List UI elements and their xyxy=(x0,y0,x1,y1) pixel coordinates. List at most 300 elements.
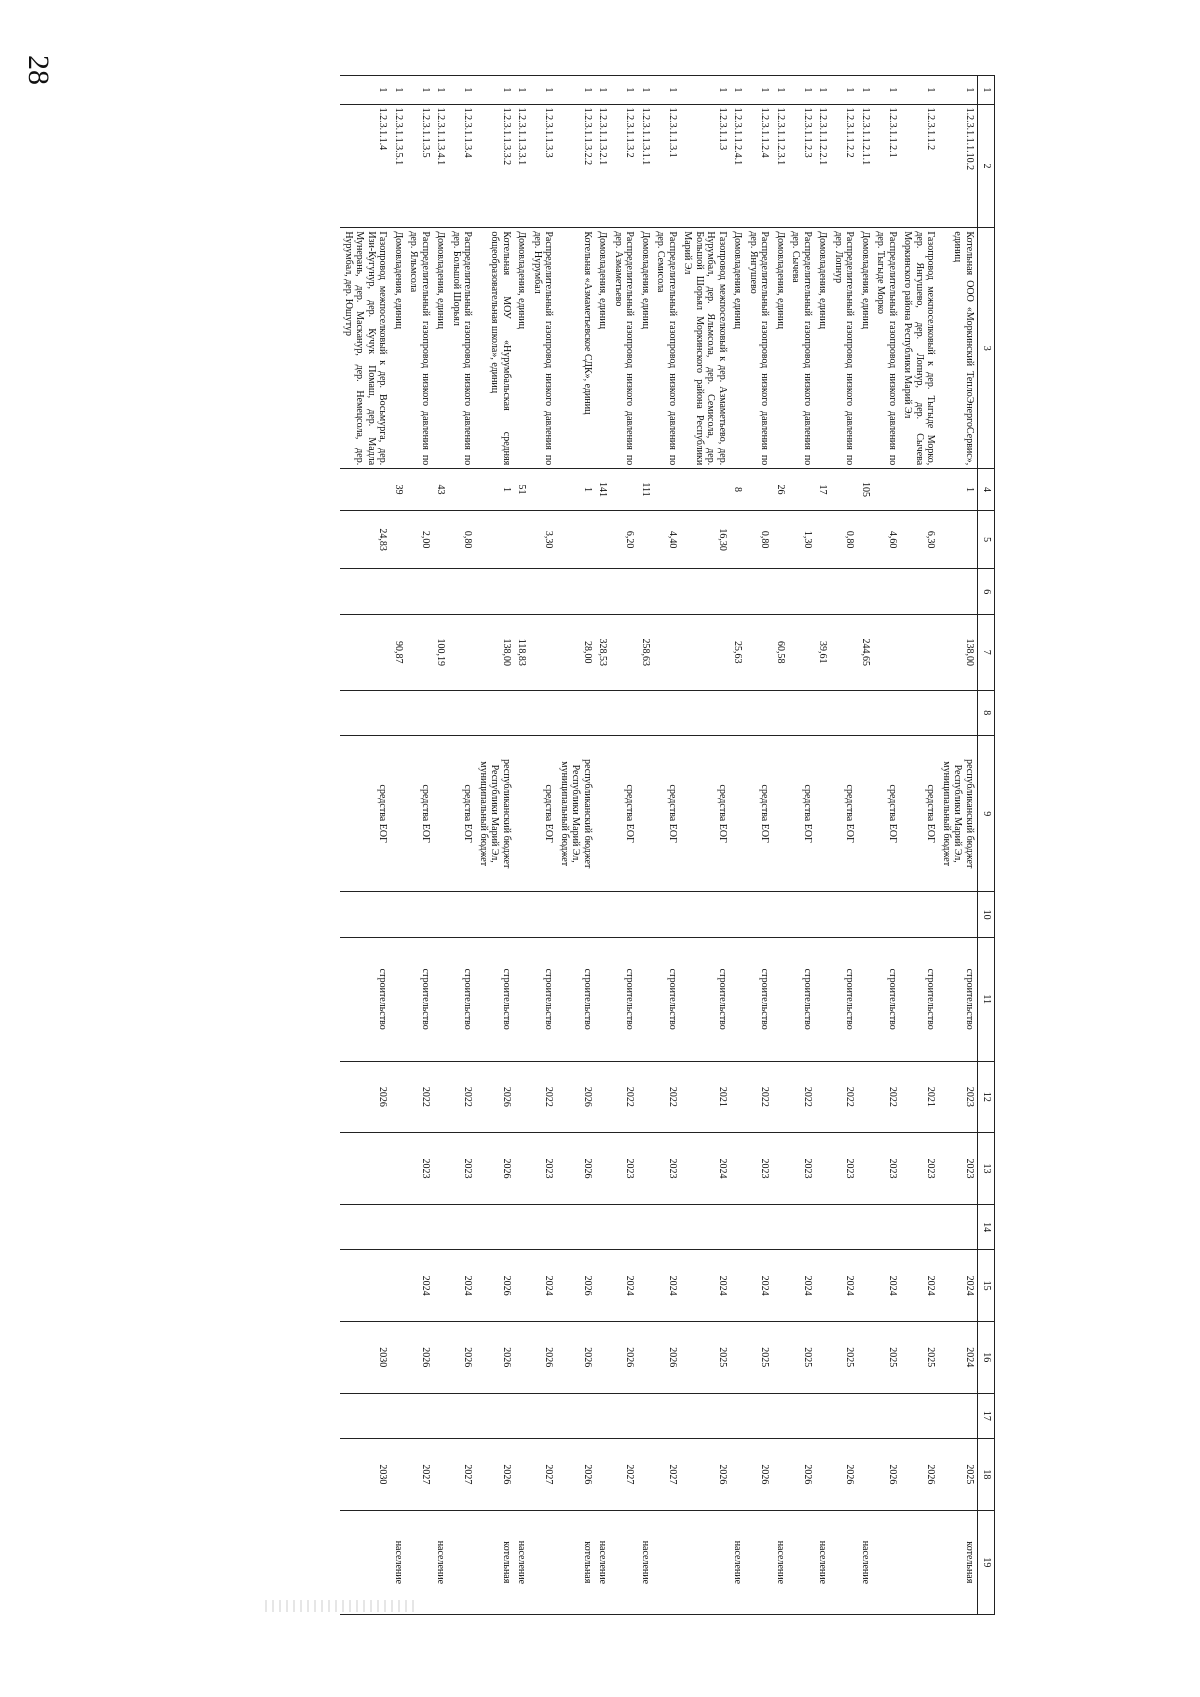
table-cell-col-8 xyxy=(773,690,789,736)
table-cell-col-7 xyxy=(831,615,858,691)
table-cell-col-18 xyxy=(391,1439,407,1511)
column-number-15: 15 xyxy=(978,1250,995,1322)
table-cell-col-14 xyxy=(788,1204,815,1250)
table-cell-col-1: 1 xyxy=(831,76,858,105)
table-cell-col-5: 16,30 xyxy=(680,510,730,569)
table-cell-col-18: 2026 xyxy=(476,1439,515,1511)
table-cell-col-8 xyxy=(557,690,596,736)
table-cell-col-9: республиканский бюджет Республики Марий Эл, муниципальный бюджет xyxy=(557,736,596,892)
table-row xyxy=(391,76,407,1615)
table-cell-col-15: 2024 xyxy=(788,1250,815,1322)
table-cell-col-9 xyxy=(730,736,746,892)
table-cell-col-15: 2024 xyxy=(873,1250,900,1322)
table-cell-col-2: 1.2.3.1.1.2.2.1 xyxy=(815,104,831,228)
table-cell-col-15 xyxy=(730,1250,746,1322)
table-cell-col-6 xyxy=(406,569,433,615)
table-cell-col-12: 2022 xyxy=(530,1061,557,1133)
table-cell-col-19: население xyxy=(815,1510,831,1614)
table-cell-col-5 xyxy=(638,510,654,569)
table-cell-col-19: котельная xyxy=(476,1510,515,1614)
table-cell-col-6 xyxy=(746,569,773,615)
table-cell-col-17 xyxy=(831,1393,858,1439)
table-cell-col-14 xyxy=(638,1204,654,1250)
table-cell-col-3: Распределительный газопровод низкого давления по дер. Яльмсола xyxy=(406,228,433,469)
table-cell-col-17 xyxy=(746,1393,773,1439)
table-cell-col-15: 2024 xyxy=(746,1250,773,1322)
table-cell-col-2: 1.2.3.1.1.2.3 xyxy=(788,104,815,228)
column-number-3: 3 xyxy=(978,228,995,469)
table-cell-col-1: 1 xyxy=(595,76,611,105)
table-cell-col-10 xyxy=(449,892,476,938)
table-cell-col-5: 6,30 xyxy=(900,510,939,569)
table-cell-col-6 xyxy=(638,569,654,615)
table-cell-col-10 xyxy=(815,892,831,938)
table-cell-col-19 xyxy=(653,1510,680,1614)
table-row xyxy=(788,76,815,1615)
table-cell-col-18: 2027 xyxy=(653,1439,680,1511)
table-cell-col-19 xyxy=(788,1510,815,1614)
table-cell-col-6 xyxy=(939,569,978,615)
table-cell-col-19 xyxy=(831,1510,858,1614)
table-cell-col-5: 0,80 xyxy=(746,510,773,569)
table-cell-col-5: 0,80 xyxy=(831,510,858,569)
table-cell-col-1: 1 xyxy=(939,76,978,105)
column-number-19: 19 xyxy=(978,1510,995,1614)
table-cell-col-11: строительство xyxy=(939,937,978,1061)
table-cell-col-12: 2022 xyxy=(746,1061,773,1133)
table-cell-col-8 xyxy=(653,690,680,736)
table-cell-col-10 xyxy=(939,892,978,938)
table-cell-col-19 xyxy=(406,1510,433,1614)
table-cell-col-4 xyxy=(530,469,557,511)
table-cell-col-1: 1 xyxy=(341,76,391,105)
table-cell-col-17 xyxy=(773,1393,789,1439)
table-cell-col-12: 2026 xyxy=(341,1061,391,1133)
table-cell-col-6 xyxy=(476,569,515,615)
table-cell-col-12: 2022 xyxy=(653,1061,680,1133)
table-cell-col-12 xyxy=(773,1061,789,1133)
table-cell-col-14 xyxy=(557,1204,596,1250)
table-cell-col-5: 4,60 xyxy=(873,510,900,569)
table-cell-col-11: строительство xyxy=(653,937,680,1061)
table-cell-col-16: 2025 xyxy=(680,1321,730,1393)
table-cell-col-7: 244,65 xyxy=(858,615,874,691)
table-cell-col-9: средства ЕОГ xyxy=(530,736,557,892)
table-cell-col-9: республиканский бюджет Республики Марий Эл, муниципальный бюджет xyxy=(476,736,515,892)
table-cell-col-11: строительство xyxy=(530,937,557,1061)
table-cell-col-5 xyxy=(815,510,831,569)
table-cell-col-16: 2026 xyxy=(406,1321,433,1393)
table-cell-col-7 xyxy=(449,615,476,691)
table-cell-col-11 xyxy=(433,937,449,1061)
table-cell-col-6 xyxy=(595,569,611,615)
table-cell-col-19: население xyxy=(391,1510,407,1614)
table-cell-col-11: строительство xyxy=(406,937,433,1061)
table-cell-col-6 xyxy=(900,569,939,615)
table-cell-col-11: строительство xyxy=(476,937,515,1061)
table-cell-col-16 xyxy=(514,1321,530,1393)
table-cell-col-11: строительство xyxy=(788,937,815,1061)
table-cell-col-13: 2023 xyxy=(939,1133,978,1205)
table-cell-col-1: 1 xyxy=(638,76,654,105)
table-cell-col-15 xyxy=(514,1250,530,1322)
table-cell-col-2: 1.2.3.1.1.3.1 xyxy=(653,104,680,228)
table-cell-col-12 xyxy=(858,1061,874,1133)
table-cell-col-15 xyxy=(391,1250,407,1322)
table-cell-col-18 xyxy=(433,1439,449,1511)
table-cell-col-8 xyxy=(730,690,746,736)
table-cell-col-17 xyxy=(788,1393,815,1439)
table-cell-col-1: 1 xyxy=(858,76,874,105)
table-cell-col-14 xyxy=(858,1204,874,1250)
table-cell-col-6 xyxy=(680,569,730,615)
table-cell-col-16 xyxy=(858,1321,874,1393)
table-cell-col-9: средства ЕОГ xyxy=(653,736,680,892)
table-cell-col-9: средства ЕОГ xyxy=(406,736,433,892)
column-number-16: 16 xyxy=(978,1321,995,1393)
table-cell-col-2: 1.2.3.1.1.3 xyxy=(680,104,730,228)
table-cell-col-11 xyxy=(638,937,654,1061)
table-cell-col-11: строительство xyxy=(611,937,638,1061)
table-cell-col-1: 1 xyxy=(449,76,476,105)
table-cell-col-4: 141 xyxy=(595,469,611,511)
table-row xyxy=(595,76,611,1615)
table-cell-col-6 xyxy=(730,569,746,615)
table-cell-col-2: 1.2.3.1.1.3.5 xyxy=(406,104,433,228)
table-cell-col-3: Домовладения, единиц xyxy=(730,228,746,469)
table-cell-col-4 xyxy=(341,469,391,511)
table-cell-col-10 xyxy=(514,892,530,938)
table-cell-col-8 xyxy=(680,690,730,736)
table-cell-col-16: 2025 xyxy=(788,1321,815,1393)
table-cell-col-14 xyxy=(391,1204,407,1250)
table-cell-col-14 xyxy=(873,1204,900,1250)
table-cell-col-2: 1.2.3.1.1.2.4.1 xyxy=(730,104,746,228)
table-cell-col-19: котельная xyxy=(557,1510,596,1614)
table-row xyxy=(557,76,596,1615)
column-number-7: 7 xyxy=(978,615,995,691)
table-cell-col-16 xyxy=(595,1321,611,1393)
table-cell-col-15 xyxy=(858,1250,874,1322)
table-cell-col-6 xyxy=(788,569,815,615)
table-cell-col-19: население xyxy=(773,1510,789,1614)
table-cell-col-2: 1.2.3.1.1.3.1.1 xyxy=(638,104,654,228)
table-cell-col-8 xyxy=(939,690,978,736)
table-cell-col-11 xyxy=(730,937,746,1061)
table-cell-col-1: 1 xyxy=(773,76,789,105)
table-cell-col-11: строительство xyxy=(873,937,900,1061)
table-cell-col-13: 2023 xyxy=(873,1133,900,1205)
table-cell-col-3: Распределительный газопровод низкого давления по дер. Лопнур xyxy=(831,228,858,469)
table-row xyxy=(341,76,391,1615)
table-cell-col-2: 1.2.3.1.1.2.3.1 xyxy=(773,104,789,228)
table-cell-col-13: 2023 xyxy=(406,1133,433,1205)
table-cell-col-3: Домовладения, единиц xyxy=(858,228,874,469)
table-cell-col-16: 2025 xyxy=(746,1321,773,1393)
table-cell-col-7 xyxy=(406,615,433,691)
table-cell-col-3: Распределительный газопровод низкого давления по дер. Сычева xyxy=(788,228,815,469)
table-cell-col-10 xyxy=(858,892,874,938)
table-cell-col-1: 1 xyxy=(680,76,730,105)
table-cell-col-9: средства ЕОГ xyxy=(873,736,900,892)
table-cell-col-5: 6,20 xyxy=(611,510,638,569)
table-cell-col-7: 25,63 xyxy=(730,615,746,691)
table-cell-col-18: 2026 xyxy=(557,1439,596,1511)
table-cell-col-6 xyxy=(831,569,858,615)
table-cell-col-11 xyxy=(773,937,789,1061)
table-cell-col-13: 2023 xyxy=(900,1133,939,1205)
table-cell-col-19: население xyxy=(514,1510,530,1614)
table-cell-col-19: население xyxy=(730,1510,746,1614)
table-cell-col-13: 2024 xyxy=(680,1133,730,1205)
table-cell-col-10 xyxy=(391,892,407,938)
table-cell-col-8 xyxy=(858,690,874,736)
table-row xyxy=(939,76,978,1615)
table-cell-col-10 xyxy=(873,892,900,938)
table-cell-col-9: средства ЕОГ xyxy=(788,736,815,892)
table-cell-col-16: 2025 xyxy=(831,1321,858,1393)
table-cell-col-8 xyxy=(638,690,654,736)
table-cell-col-14 xyxy=(815,1204,831,1250)
table-row xyxy=(815,76,831,1615)
table-cell-col-7: 328,53 xyxy=(595,615,611,691)
table-cell-col-13: 2023 xyxy=(449,1133,476,1205)
table-cell-col-15: 2024 xyxy=(653,1250,680,1322)
table-cell-col-1: 1 xyxy=(873,76,900,105)
table-cell-col-18: 2027 xyxy=(530,1439,557,1511)
table-cell-col-12: 2026 xyxy=(476,1061,515,1133)
table-cell-col-10 xyxy=(773,892,789,938)
table-cell-col-11: строительство xyxy=(680,937,730,1061)
table-cell-col-3: Домовладения, единиц xyxy=(514,228,530,469)
table-cell-col-12: 2022 xyxy=(788,1061,815,1133)
table-cell-col-4 xyxy=(680,469,730,511)
table-cell-col-1: 1 xyxy=(406,76,433,105)
table-cell-col-10 xyxy=(788,892,815,938)
table-cell-col-17 xyxy=(433,1393,449,1439)
table-cell-col-5: 24,83 xyxy=(341,510,391,569)
table-row xyxy=(746,76,773,1615)
table-cell-col-18 xyxy=(514,1439,530,1511)
table-cell-col-9 xyxy=(595,736,611,892)
table-cell-col-7: 60,58 xyxy=(773,615,789,691)
table-cell-col-10 xyxy=(530,892,557,938)
table-cell-col-16: 2026 xyxy=(449,1321,476,1393)
table-cell-col-4 xyxy=(831,469,858,511)
table-row xyxy=(730,76,746,1615)
table-cell-col-7: 28,00 xyxy=(557,615,596,691)
table-cell-col-8 xyxy=(595,690,611,736)
table-cell-col-6 xyxy=(815,569,831,615)
table-cell-col-13 xyxy=(638,1133,654,1205)
table-cell-col-7 xyxy=(653,615,680,691)
table-cell-col-11: строительство xyxy=(341,937,391,1061)
table-row xyxy=(406,76,433,1615)
table-cell-col-16: 2026 xyxy=(557,1321,596,1393)
table-cell-col-2: 1.2.3.1.1.1.10.2 xyxy=(939,104,978,228)
table-cell-col-5 xyxy=(514,510,530,569)
table-cell-col-2: 1.2.3.1.1.3.3 xyxy=(530,104,557,228)
table-cell-col-7 xyxy=(680,615,730,691)
table-cell-col-18 xyxy=(595,1439,611,1511)
table-cell-col-14 xyxy=(595,1204,611,1250)
table-cell-col-19: население xyxy=(638,1510,654,1614)
table-cell-col-15 xyxy=(595,1250,611,1322)
column-number-14: 14 xyxy=(978,1204,995,1250)
table-cell-col-2: 1.2.3.1.1.3.2.1 xyxy=(595,104,611,228)
table-cell-col-13 xyxy=(815,1133,831,1205)
table-cell-col-18: 2027 xyxy=(449,1439,476,1511)
table-cell-col-8 xyxy=(788,690,815,736)
table-cell-col-13: 2023 xyxy=(611,1133,638,1205)
table-cell-col-18: 2026 xyxy=(831,1439,858,1511)
table-cell-col-11 xyxy=(595,937,611,1061)
table-cell-col-17 xyxy=(815,1393,831,1439)
table-cell-col-4 xyxy=(653,469,680,511)
table-cell-col-9: средства ЕОГ xyxy=(680,736,730,892)
table-cell-col-3: Газопровод межпоселковый к дер. Восьмурга, дер. Изи-Кугунур, дер. Кучук Помаш, дер. Мадла Мунерань, дер. Масканур, дер. Немецсола, дер. Нурумбал, дер. Юшутур xyxy=(341,228,391,469)
table-cell-col-15 xyxy=(773,1250,789,1322)
table-cell-col-7: 138,00 xyxy=(476,615,515,691)
table-cell-col-10 xyxy=(746,892,773,938)
column-number-2: 2 xyxy=(978,104,995,228)
table-cell-col-17 xyxy=(514,1393,530,1439)
table-cell-col-19 xyxy=(900,1510,939,1614)
table-cell-col-8 xyxy=(746,690,773,736)
table-cell-col-15 xyxy=(638,1250,654,1322)
table-cell-col-4: 105 xyxy=(858,469,874,511)
table-cell-col-6 xyxy=(514,569,530,615)
table-cell-col-15 xyxy=(815,1250,831,1322)
column-number-9: 9 xyxy=(978,736,995,892)
table-cell-col-8 xyxy=(873,690,900,736)
table-cell-col-9 xyxy=(638,736,654,892)
table-cell-col-5 xyxy=(773,510,789,569)
table-cell-col-13: 2026 xyxy=(557,1133,596,1205)
table-cell-col-3: Распределительный газопровод низкого давления по дер. Янгушево xyxy=(746,228,773,469)
table-cell-col-19 xyxy=(873,1510,900,1614)
table-cell-col-7: 138,00 xyxy=(939,615,978,691)
table-cell-col-5: 2,00 xyxy=(406,510,433,569)
table-cell-col-6 xyxy=(873,569,900,615)
table-cell-col-1: 1 xyxy=(900,76,939,105)
table-cell-col-3: Газопровод межпоселковый к дер. Тыгыде Морко, дер. Янгушево, дер. Лопнур, дер. Сычева Моркинского района Республики Марий Эл xyxy=(900,228,939,469)
table-cell-col-14 xyxy=(831,1204,858,1250)
table-cell-col-19: население xyxy=(433,1510,449,1614)
table-cell-col-14 xyxy=(449,1204,476,1250)
table-cell-col-2: 1.2.3.1.1.2.1 xyxy=(873,104,900,228)
table-cell-col-5 xyxy=(939,510,978,569)
table-cell-col-9: средства ЕОГ xyxy=(831,736,858,892)
table-cell-col-19 xyxy=(680,1510,730,1614)
table-cell-col-4 xyxy=(406,469,433,511)
table-cell-col-16: 2025 xyxy=(900,1321,939,1393)
table-cell-col-1: 1 xyxy=(815,76,831,105)
table-cell-col-12: 2021 xyxy=(900,1061,939,1133)
table-cell-col-5 xyxy=(557,510,596,569)
table-cell-col-16: 2024 xyxy=(939,1321,978,1393)
table-row xyxy=(530,76,557,1615)
table-cell-col-19: население xyxy=(595,1510,611,1614)
table-row xyxy=(873,76,900,1615)
table-cell-col-13: 2026 xyxy=(476,1133,515,1205)
table-cell-col-13: 2023 xyxy=(831,1133,858,1205)
column-number-11: 11 xyxy=(978,937,995,1061)
table-cell-col-17 xyxy=(557,1393,596,1439)
table-cell-col-12: 2022 xyxy=(611,1061,638,1133)
table-cell-col-4: 51 xyxy=(514,469,530,511)
table-cell-col-8 xyxy=(449,690,476,736)
scan-artifact xyxy=(265,1600,415,1612)
table-cell-col-12 xyxy=(391,1061,407,1133)
table-cell-col-18: 2030 xyxy=(341,1439,391,1511)
table-cell-col-9: средства ЕОГ xyxy=(900,736,939,892)
table-cell-col-3: Котельная ООО «Моркинский ТеплоЭнергоСервис», единиц xyxy=(939,228,978,469)
column-number-17: 17 xyxy=(978,1393,995,1439)
table-cell-col-12: 2026 xyxy=(557,1061,596,1133)
table-cell-col-14 xyxy=(514,1204,530,1250)
table-cell-col-3: Домовладения, единиц xyxy=(815,228,831,469)
table-cell-col-10 xyxy=(900,892,939,938)
table-cell-col-16: 2025 xyxy=(873,1321,900,1393)
table-cell-col-15: 2024 xyxy=(449,1250,476,1322)
table-cell-col-1: 1 xyxy=(557,76,596,105)
table-cell-col-5 xyxy=(858,510,874,569)
table-cell-col-7 xyxy=(746,615,773,691)
table-cell-col-19 xyxy=(341,1510,391,1614)
table-cell-col-4: 111 xyxy=(638,469,654,511)
table-cell-col-8 xyxy=(611,690,638,736)
table-cell-col-16 xyxy=(815,1321,831,1393)
table-cell-col-14 xyxy=(476,1204,515,1250)
table-row xyxy=(858,76,874,1615)
table-cell-col-9: средства ЕОГ xyxy=(611,736,638,892)
table-cell-col-16 xyxy=(773,1321,789,1393)
table-cell-col-13 xyxy=(433,1133,449,1205)
table-cell-col-2: 1.2.3.1.1.3.4.1 xyxy=(433,104,449,228)
table-cell-col-8 xyxy=(341,690,391,736)
table-cell-col-9 xyxy=(858,736,874,892)
rotated-table-sheet xyxy=(200,75,995,1615)
table-cell-col-1: 1 xyxy=(611,76,638,105)
table-cell-col-4: 39 xyxy=(391,469,407,511)
table-cell-col-12: 2022 xyxy=(449,1061,476,1133)
table-cell-col-18: 2027 xyxy=(406,1439,433,1511)
table-cell-col-14 xyxy=(406,1204,433,1250)
table-cell-col-1: 1 xyxy=(730,76,746,105)
table-cell-col-17 xyxy=(900,1393,939,1439)
table-cell-col-16 xyxy=(730,1321,746,1393)
table-cell-col-10 xyxy=(476,892,515,938)
table-cell-col-2: 1.2.3.1.1.3.2 xyxy=(611,104,638,228)
column-number-4: 4 xyxy=(978,469,995,511)
table-cell-col-19 xyxy=(746,1510,773,1614)
table-cell-col-10 xyxy=(831,892,858,938)
table-cell-col-7: 100,19 xyxy=(433,615,449,691)
table-cell-col-16 xyxy=(433,1321,449,1393)
table-cell-col-10 xyxy=(595,892,611,938)
table-cell-col-17 xyxy=(530,1393,557,1439)
table-cell-col-8 xyxy=(514,690,530,736)
table-cell-col-4 xyxy=(449,469,476,511)
table-cell-col-7: 118,83 xyxy=(514,615,530,691)
table-cell-col-10 xyxy=(680,892,730,938)
table-cell-col-14 xyxy=(433,1204,449,1250)
table-cell-col-7 xyxy=(341,615,391,691)
table-cell-col-18 xyxy=(730,1439,746,1511)
table-cell-col-6 xyxy=(557,569,596,615)
table-cell-col-4: 26 xyxy=(773,469,789,511)
